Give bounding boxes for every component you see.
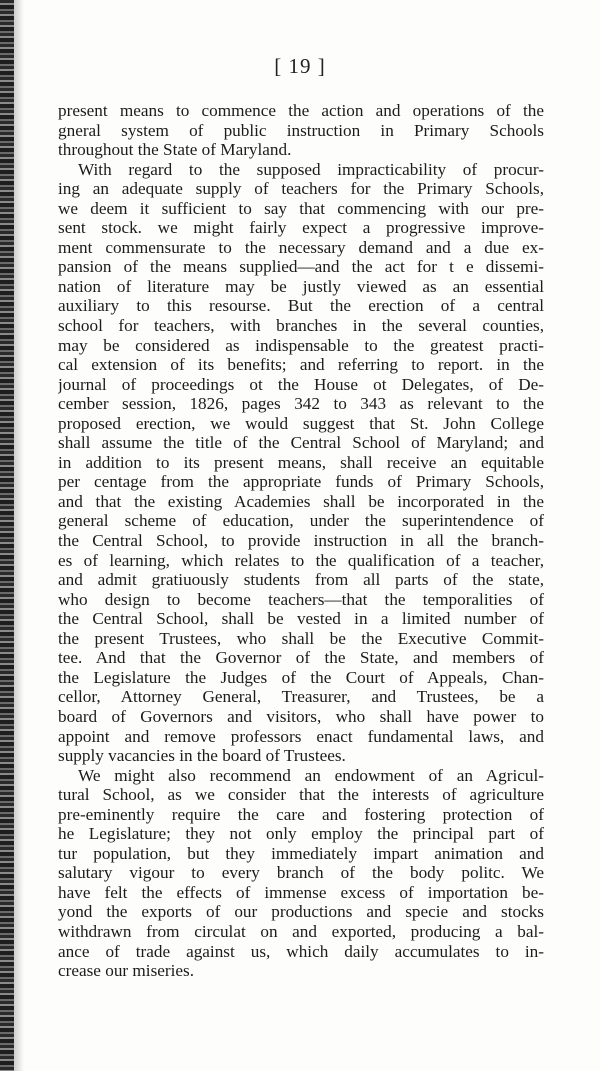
text-line: present means to commence the action and operations of the: [58, 101, 544, 120]
text-line: tur population, but they immediately impart animation and: [58, 843, 544, 863]
text-line: gneral system of public instruction in Primary Schools: [58, 120, 544, 140]
page-number: [ 19 ]: [274, 54, 326, 78]
paragraph: [58, 101, 544, 160]
text-line: throughout the State of Maryland.: [58, 140, 292, 160]
text-line: tee. And that the Governor of the State, and members of: [58, 648, 544, 668]
text-line: sent stock. we might fairly expect a progressive improve-: [58, 218, 544, 238]
text-line: and admit gratiuously students from all parts of the state,: [58, 570, 544, 590]
text-line: With regard to the supposed impracticability of procur-: [78, 159, 544, 179]
text-line: salutary vigour to every branch of the body politc. We: [58, 863, 544, 883]
text-line: have felt the effects of immense excess of importation be-: [58, 882, 544, 902]
text-line: proposed erection, we would suggest that St. John College: [58, 413, 544, 433]
text-line: appoint and remove professors enact fundamental laws, and: [58, 726, 544, 746]
text-line: cember session, 1826, pages 342 to 343 as relevant to the: [58, 394, 544, 414]
text-line: shall assume the title of the Central School of Maryland; and: [58, 433, 544, 453]
text-line: crease our miseries.: [58, 961, 195, 981]
text-line: board of Governors and visitors, who shall have power to: [58, 706, 544, 726]
text-line: withdrawn from circulat on and exported, producing a bal-: [58, 921, 544, 941]
text-line: journal of proceedings ot the House ot Delegates, of De-: [58, 374, 544, 394]
text-line: pre-eminently require the care and fostering protection of: [58, 804, 544, 824]
text-line: in addition to its present means, shall receive an equitable: [58, 452, 544, 472]
page-binding-edge: [0, 0, 14, 1071]
text-line: es of learning, which relates to the qualification of a teacher,: [58, 550, 544, 570]
text-line: We might also recommend an endowment of an Agricul-: [78, 765, 544, 785]
text-line: we deem it sufficient to say that commencing with our pre-: [58, 198, 544, 218]
paragraph: [58, 766, 544, 981]
text-line: supply vacancies in the board of Trustees.: [58, 746, 346, 766]
text-line: he Legislature; they not only employ the principal part of: [58, 824, 544, 844]
text-line: school for teachers, with branches in the several counties,: [58, 316, 544, 336]
text-line: ing an adequate supply of teachers for the Primary Schools,: [58, 179, 544, 199]
text-line: ance of trade against us, which daily accumulates to in-: [58, 941, 544, 961]
text-line: the Central School, to provide instruction in all the branch-: [58, 531, 544, 551]
paragraph: [58, 160, 544, 766]
text-line: ment commensurate to the necessary demand and a due ex-: [58, 237, 544, 257]
text-line: and that the existing Academies shall be incorporated in the: [58, 491, 544, 511]
page-binding-shadow: [14, 0, 24, 1071]
text-line: who design to become teachers—that the temporalities of: [58, 589, 544, 609]
text-line: the Legislature the Judges of the Court of Appeals, Chan-: [58, 667, 544, 687]
text-line: cellor, Attorney General, Treasurer, and Trustees, be a: [58, 687, 544, 707]
text-line: auxiliary to this resourse. But the erection of a central: [58, 296, 544, 316]
text-line: nation of literature may be justly viewed as an essential: [58, 276, 544, 296]
body-text: [58, 101, 544, 981]
text-line: general scheme of education, under the superintendence of: [58, 511, 544, 531]
text-line: tural School, as we consider that the interests of agriculture: [58, 785, 544, 805]
text-line: the Central School, shall be vested in a limited number of: [58, 609, 544, 629]
text-line: yond the exports of our productions and specie and stocks: [58, 902, 544, 922]
text-line: per centage from the appropriate funds of Primary Schools,: [58, 472, 544, 492]
text-line: cal extension of its benefits; and referring to report. in the: [58, 355, 544, 375]
text-line: the present Trustees, who shall be the Executive Commit-: [58, 628, 544, 648]
text-line: may be considered as indispensable to the greatest practi-: [58, 335, 544, 355]
text-line: pansion of the means supplied—and the act for t e dissemi-: [58, 257, 544, 277]
